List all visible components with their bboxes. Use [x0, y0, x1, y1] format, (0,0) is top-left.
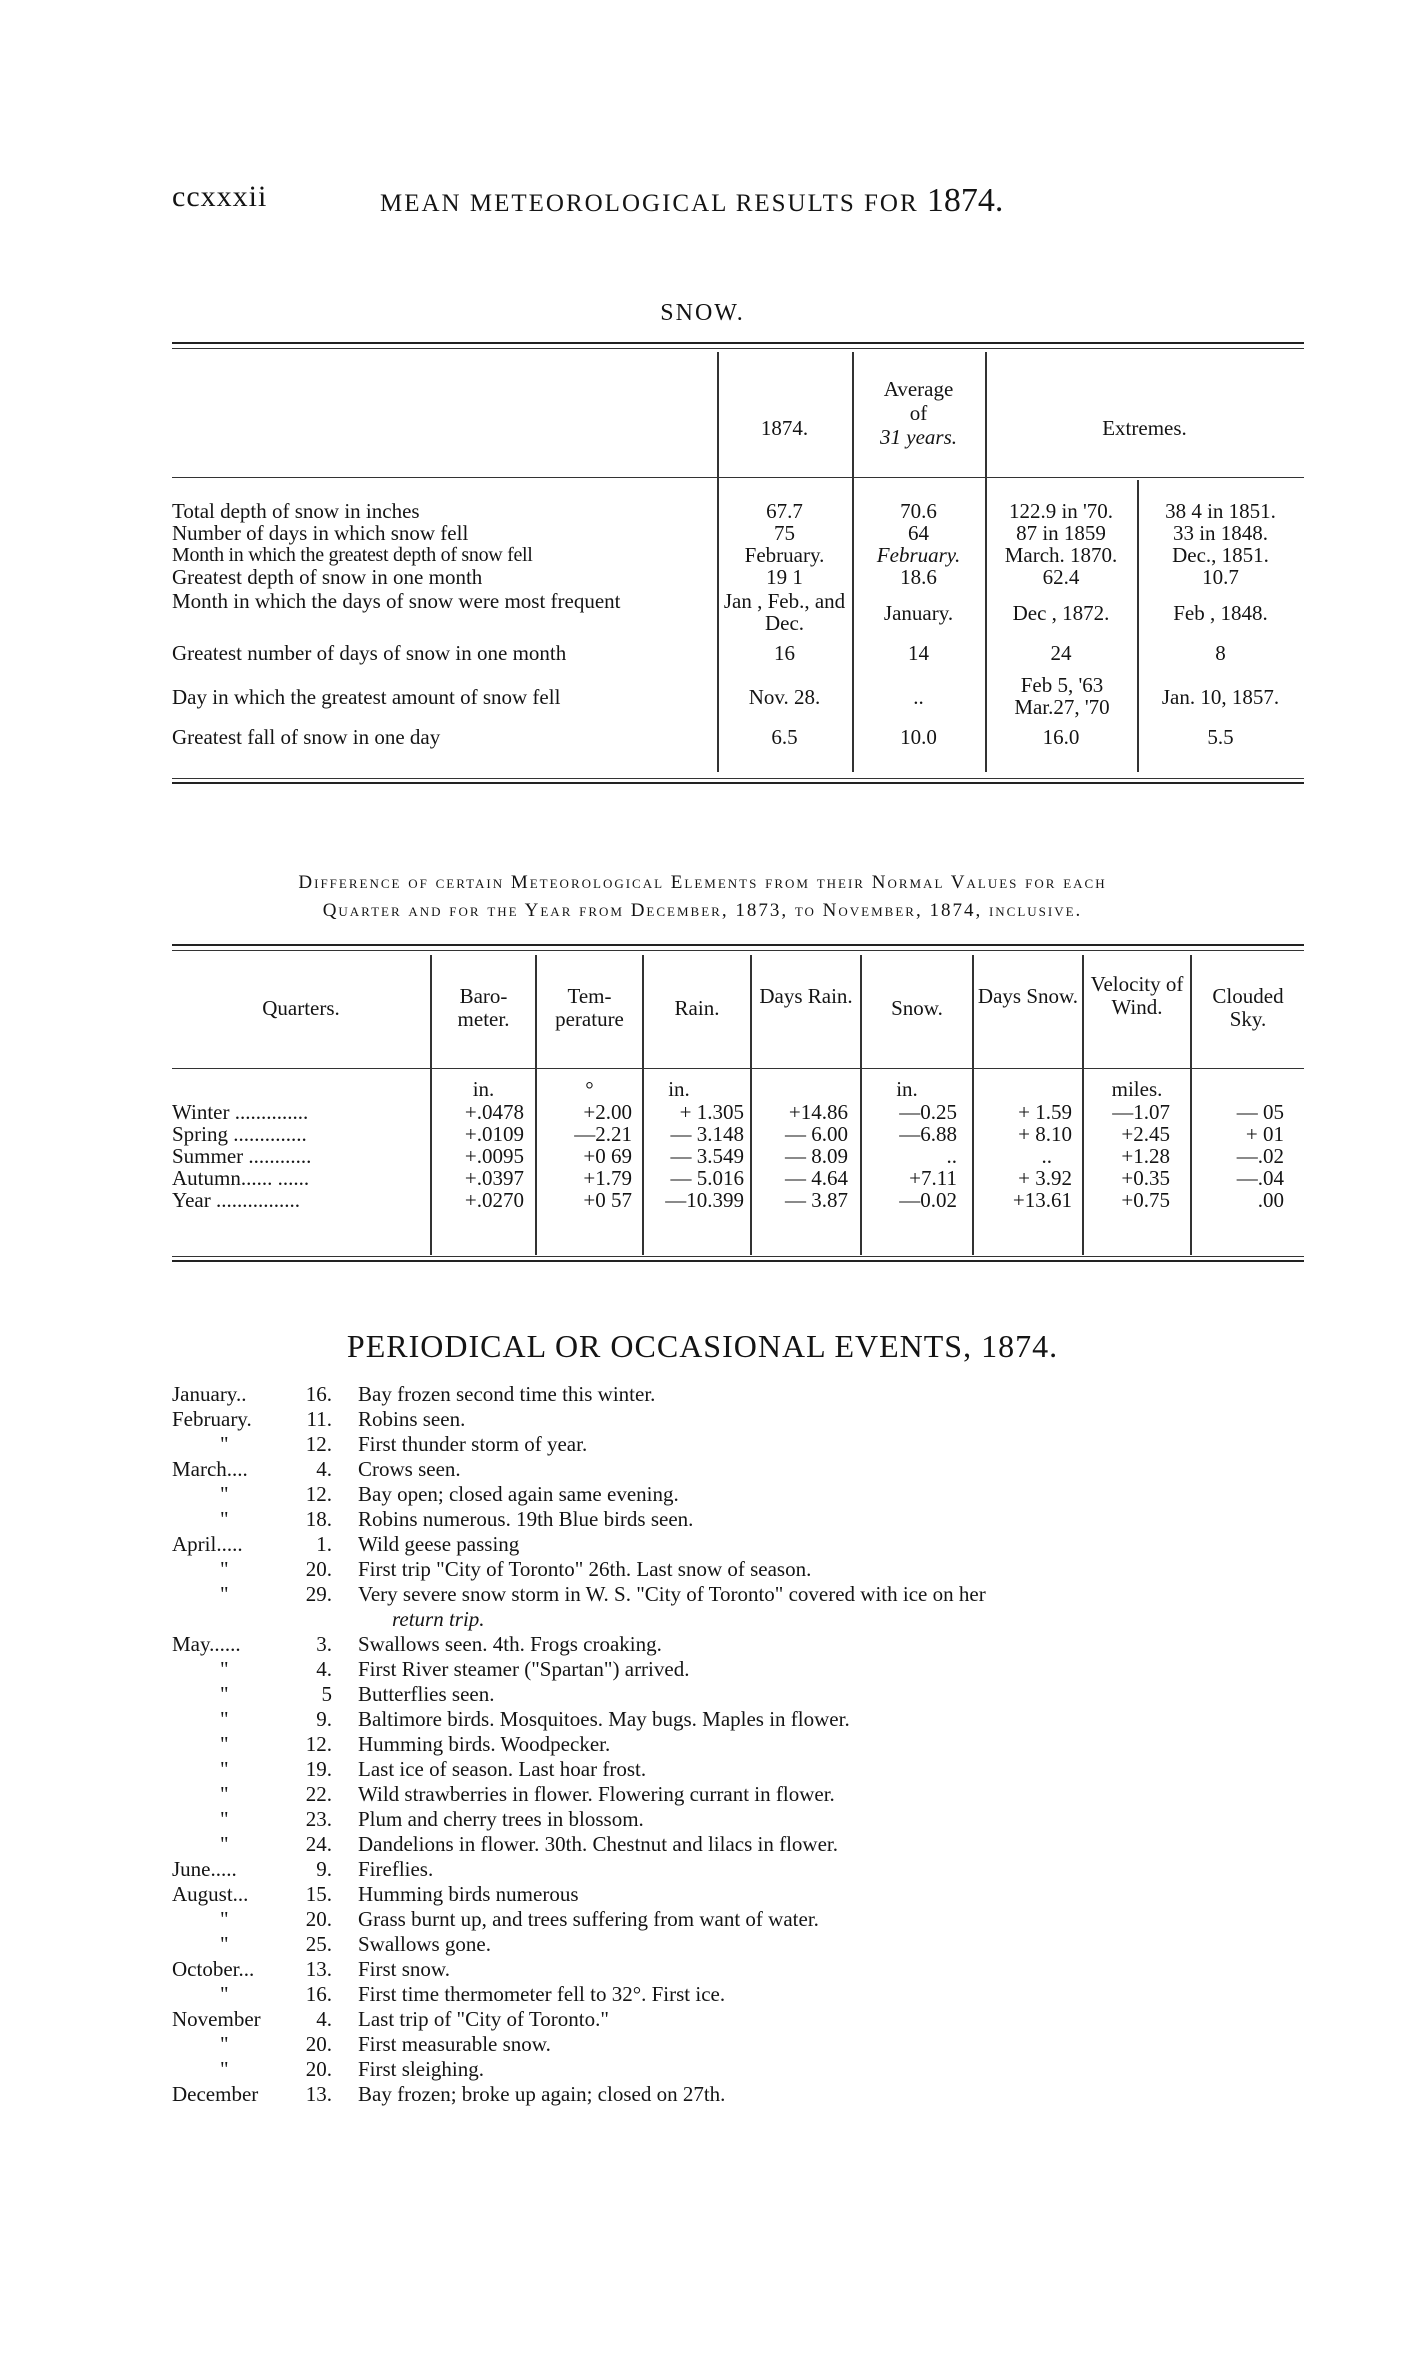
diff-header-rain: Rain.	[674, 996, 720, 1020]
diff-sky: —.04	[1236, 1166, 1284, 1190]
diff-header-clouded: Clouded Sky.	[1212, 984, 1284, 1031]
event-day: 12.	[305, 1432, 332, 1456]
event-day: 16.	[305, 1382, 332, 1406]
event-month: November	[172, 2007, 261, 2031]
diff-unit-snow: in.	[896, 1077, 918, 1101]
page-title-text: MEAN METEOROLOGICAL RESULTS FOR	[380, 190, 919, 217]
diff-unit-barometer: in.	[472, 1077, 495, 1101]
snow-col-average-3: 31 years.	[880, 425, 957, 449]
diff-days-snow: +13.61	[1012, 1188, 1072, 1212]
diff-header-snow: Snow.	[891, 996, 943, 1020]
quarter-name: Summer	[172, 1144, 244, 1168]
event-description: First trip "City of Toronto" 26th. Last snow of season.	[358, 1557, 812, 1581]
event-month: February.	[172, 1407, 252, 1431]
snow-row-label: Total depth of snow in inches	[172, 499, 420, 523]
event-ditto-mark: "	[220, 1707, 229, 1731]
event-description: Very severe snow storm in W. S. "City of Toronto" covered with ice on her	[358, 1582, 986, 1606]
event-description: Swallows seen. 4th. Frogs croaking.	[358, 1632, 662, 1656]
diff-wind: —1.07	[1112, 1100, 1170, 1124]
snow-top-rule	[172, 342, 1304, 344]
event-month: April.....	[172, 1532, 243, 1556]
snow-extreme-low: Dec., 1851.	[1172, 543, 1269, 567]
event-day: 16.	[305, 1982, 332, 2006]
snow-row-label: Number of days in which snow fell	[172, 521, 469, 545]
diff-baro: +.0095	[464, 1144, 524, 1168]
snow-section-title: SNOW.	[660, 300, 745, 326]
diff-rain: + 1.305	[679, 1100, 744, 1124]
event-day: 24.	[305, 1832, 332, 1856]
diff-snow: —0.02	[899, 1188, 957, 1212]
diff-wind: +1.28	[1121, 1144, 1170, 1168]
event-ditto-mark: "	[220, 1932, 229, 1956]
snow-col-average	[852, 377, 985, 449]
event-description: Baltimore birds. Mosquitoes. May bugs. Maples in flower.	[358, 1707, 850, 1731]
snow-bottom-rule	[172, 782, 1304, 784]
diff-baro: +.0109	[464, 1122, 524, 1146]
snow-average-value: 10.0	[900, 725, 937, 749]
snow-extreme-low: Jan. 10, 1857.	[1161, 685, 1280, 709]
event-description: Last ice of season. Last hoar frost.	[358, 1757, 647, 1781]
event-description: Butterflies seen.	[358, 1682, 495, 1706]
snow-1874-value: Jan , Feb., and Dec.	[723, 589, 846, 635]
quarter-name: Spring	[172, 1122, 229, 1146]
snow-row-label: Greatest number of days of snow in one month	[172, 641, 567, 665]
event-day: 12.	[305, 1482, 332, 1506]
snow-extreme-high: 62.4	[1042, 565, 1080, 589]
diff-temp: +1.79	[583, 1166, 632, 1190]
snow-average-value: 14	[908, 641, 929, 665]
event-description: Plum and cherry trees in blossom.	[358, 1807, 644, 1831]
event-day: 13.	[305, 2082, 332, 2106]
diff-baro: +.0478	[464, 1100, 524, 1124]
event-description: Crows seen.	[358, 1457, 461, 1481]
diff-header-temperature: Tem- perature	[555, 984, 624, 1031]
event-description: First River steamer ("Spartan") arrived.	[358, 1657, 690, 1681]
snow-extreme-high: 16.0	[1042, 725, 1080, 749]
diff-days-rain: — 8.09	[785, 1144, 848, 1168]
event-day: 12.	[305, 1732, 332, 1756]
event-ditto-mark: "	[220, 1582, 229, 1606]
snow-col-average-1: Average	[883, 377, 954, 401]
snow-average-value: 64	[908, 521, 929, 545]
snow-average-value: February.	[876, 543, 961, 567]
event-month: August...	[172, 1882, 249, 1906]
event-ditto-mark: "	[220, 1682, 229, 1706]
event-ditto-mark: "	[220, 1807, 229, 1831]
event-day: 1.	[316, 1532, 332, 1556]
snow-extreme-low: 8	[1215, 641, 1226, 665]
event-description: Fireflies.	[358, 1857, 434, 1881]
diff-header-days-snow: Days Snow.	[977, 984, 1079, 1008]
event-description: Humming birds numerous	[358, 1882, 579, 1906]
snow-average-value: January.	[883, 601, 954, 625]
diff-days-snow: ..	[1041, 1144, 1052, 1168]
event-month: March....	[172, 1457, 248, 1481]
snow-extreme-low: 38 4 in 1851.	[1165, 499, 1276, 523]
diff-unit-velocity: miles.	[1111, 1077, 1163, 1101]
event-description: Bay frozen second time this winter.	[358, 1382, 656, 1406]
diff-sky: —.02	[1236, 1144, 1284, 1168]
event-ditto-mark: "	[220, 1982, 229, 2006]
diff-days-snow: + 8.10	[1018, 1122, 1072, 1146]
snow-col-extremes: Extremes.	[1102, 416, 1187, 440]
snow-bottom-rule-thin	[172, 778, 1304, 779]
diff-days-snow: + 1.59	[1018, 1100, 1072, 1124]
event-day: 20.	[305, 2057, 332, 2081]
diff-quarter-label: Autumn...... ......	[172, 1166, 310, 1190]
page-number: ccxxxii	[172, 180, 268, 213]
snow-1874-value: 67.7	[766, 499, 803, 523]
event-day: 23.	[305, 1807, 332, 1831]
event-description: Humming birds. Woodpecker.	[358, 1732, 611, 1756]
event-day: 19.	[305, 1757, 332, 1781]
event-description: Last trip of "City of Toronto."	[358, 2007, 609, 2031]
difference-title-2: Quarter and for the Year from December, 1873, to November, 1874, inclusive.	[322, 900, 1083, 921]
event-month: June.....	[172, 1857, 237, 1881]
event-ditto-mark: "	[220, 1507, 229, 1531]
event-description: return trip.	[392, 1607, 485, 1631]
event-description: Dandelions in flower. 30th. Chestnut and lilacs in flower.	[358, 1832, 839, 1856]
event-day: 5	[321, 1682, 332, 1706]
event-ditto-mark: "	[220, 2032, 229, 2056]
diff-rain: — 3.549	[670, 1144, 744, 1168]
diff-quarter-label: Summer ............	[172, 1144, 312, 1168]
snow-extreme-low: 10.7	[1202, 565, 1239, 589]
event-day: 20.	[305, 2032, 332, 2056]
event-description: First time thermometer fell to 32°. First ice.	[358, 1982, 726, 2006]
event-description: Swallows gone.	[358, 1932, 491, 1956]
snow-extreme-low: 33 in 1848.	[1172, 521, 1269, 545]
snow-extreme-high: 87 in 1859	[1016, 521, 1106, 545]
snow-1874-value: Nov. 28.	[748, 685, 821, 709]
event-month: December	[172, 2082, 259, 2106]
diff-days-rain: — 4.64	[785, 1166, 848, 1190]
snow-row-label: Day in which the greatest amount of snow fell	[172, 685, 561, 709]
event-description: Bay open; closed again same evening.	[358, 1482, 679, 1506]
event-description: First thunder storm of year.	[358, 1432, 588, 1456]
event-day: 22.	[305, 1782, 332, 1806]
diff-quarter-label: Year ................	[172, 1188, 300, 1212]
snow-average-value: 70.6	[900, 499, 937, 523]
difference-title-1: Difference of certain Meteorological Elements from their Normal Values for each	[298, 872, 1107, 893]
diff-baro: +.0270	[464, 1188, 524, 1212]
diff-wind: +0.35	[1121, 1166, 1170, 1190]
event-day: 25.	[305, 1932, 332, 1956]
diff-bottom-rule	[172, 1260, 1304, 1262]
event-description: First measurable snow.	[358, 2032, 551, 2056]
event-ditto-mark: "	[220, 1657, 229, 1681]
diff-rain: —10.399	[665, 1188, 744, 1212]
event-description: Bay frozen; broke up again; closed on 27th.	[358, 2082, 726, 2106]
diff-days-rain: +14.86	[788, 1100, 848, 1124]
diff-sky: — 05	[1236, 1100, 1284, 1124]
diff-unit-rain: in.	[668, 1077, 690, 1101]
event-day: 9.	[316, 1857, 332, 1881]
quarter-name: Year	[172, 1188, 211, 1212]
event-description: Robins seen.	[358, 1407, 466, 1431]
diff-baro: +.0397	[464, 1166, 524, 1190]
event-day: 4.	[316, 1457, 332, 1481]
diff-unit-temperature: °	[585, 1077, 594, 1101]
snow-1874-value: 6.5	[771, 725, 798, 749]
diff-temp: +2.00	[583, 1100, 632, 1124]
event-description: Wild strawberries in flower. Flowering currant in flower.	[358, 1782, 835, 1806]
diff-header-velocity: Velocity of Wind.	[1090, 972, 1184, 1019]
diff-wind: +0.75	[1121, 1188, 1170, 1212]
event-month: October...	[172, 1957, 255, 1981]
diff-sky: + 01	[1245, 1122, 1284, 1146]
events-title: PERIODICAL OR OCCASIONAL EVENTS, 1874.	[346, 1328, 1059, 1364]
diff-header-days-rain: Days Rain.	[759, 984, 853, 1008]
page-title-year: 1874.	[926, 182, 1004, 219]
diff-temp: +0 57	[583, 1188, 632, 1212]
diff-temp: —2.21	[574, 1122, 632, 1146]
diff-header-rule	[172, 1068, 1304, 1069]
snow-top-rule-thin	[172, 348, 1304, 349]
event-ditto-mark: "	[220, 1832, 229, 1856]
page-title	[380, 182, 1003, 220]
event-day: 15.	[305, 1882, 332, 1906]
snow-1874-value: February.	[744, 543, 825, 567]
event-day: 13.	[305, 1957, 332, 1981]
snow-extreme-low: Feb , 1848.	[1173, 601, 1268, 625]
snow-average-value: 18.6	[900, 565, 937, 589]
diff-top-rule	[172, 944, 1304, 946]
diff-bottom-rule-thin	[172, 1256, 1304, 1257]
snow-1874-value: 75	[774, 521, 795, 545]
snow-col-average-2: of	[909, 401, 928, 425]
snow-extreme-high: Dec , 1872.	[1012, 601, 1110, 625]
diff-quarter-label: Spring ..............	[172, 1122, 307, 1146]
event-day: 20.	[305, 1907, 332, 1931]
event-ditto-mark: "	[220, 1907, 229, 1931]
event-day: 4.	[316, 1657, 332, 1681]
diff-quarter-label: Winter ..............	[172, 1100, 309, 1124]
snow-row-label: Greatest depth of snow in one month	[172, 565, 483, 589]
diff-snow: —0.25	[899, 1100, 957, 1124]
event-ditto-mark: "	[220, 1732, 229, 1756]
snow-1874-value: 16	[774, 641, 795, 665]
event-description: Wild geese passing	[358, 1532, 520, 1556]
event-month: January..	[172, 1382, 247, 1406]
event-day: 3.	[316, 1632, 332, 1656]
event-description: Robins numerous. 19th Blue birds seen.	[358, 1507, 694, 1531]
diff-snow: +7.11	[909, 1166, 957, 1190]
diff-days-rain: — 3.87	[785, 1188, 848, 1212]
snow-row-label: Month in which the days of snow were most frequent	[172, 589, 621, 613]
event-ditto-mark: "	[220, 1482, 229, 1506]
event-ditto-mark: "	[220, 1757, 229, 1781]
event-day: 11.	[306, 1407, 332, 1431]
quarter-name: Winter	[172, 1100, 230, 1124]
diff-sky: .00	[1257, 1188, 1284, 1212]
snow-extreme-high: Feb 5, '63 Mar.27, '70	[1014, 673, 1110, 719]
snow-row-label: Month in which the greatest depth of snow fell	[172, 544, 533, 566]
diff-top-rule-thin	[172, 950, 1304, 951]
event-day: 20.	[305, 1557, 332, 1581]
event-day: 29.	[305, 1582, 332, 1606]
diff-rain: — 3.148	[670, 1122, 744, 1146]
snow-1874-value: 19 1	[766, 565, 803, 589]
diff-temp: +0 69	[583, 1144, 632, 1168]
diff-days-rain: — 6.00	[785, 1122, 848, 1146]
event-description: First sleighing.	[358, 2057, 485, 2081]
snow-extreme-high: 24	[1050, 641, 1072, 665]
diff-snow: ..	[946, 1144, 957, 1168]
event-description: First snow.	[358, 1957, 450, 1981]
diff-header-quarters: Quarters.	[262, 996, 340, 1020]
event-ditto-mark: "	[220, 1432, 229, 1456]
diff-wind: +2.45	[1121, 1122, 1170, 1146]
diff-header-barometer: Baro- meter.	[457, 984, 510, 1031]
snow-col-1874: 1874.	[760, 416, 809, 440]
diff-days-snow: + 3.92	[1018, 1166, 1072, 1190]
diff-snow: —6.88	[899, 1122, 957, 1146]
diff-rain: — 5.016	[670, 1166, 744, 1190]
event-ditto-mark: "	[220, 2057, 229, 2081]
event-ditto-mark: "	[220, 1557, 229, 1581]
quarter-name: Autumn	[172, 1166, 241, 1190]
snow-extreme-low: 5.5	[1207, 725, 1234, 749]
snow-extreme-high: 122.9 in '70.	[1008, 499, 1114, 523]
snow-average-value: ..	[913, 685, 924, 709]
event-day: 4.	[316, 2007, 332, 2031]
event-day: 18.	[305, 1507, 332, 1531]
snow-extreme-high: March. 1870.	[1004, 543, 1118, 567]
snow-header-rule	[172, 477, 1304, 478]
event-description: Grass burnt up, and trees suffering from want of water.	[358, 1907, 819, 1931]
snow-row-label: Greatest fall of snow in one day	[172, 725, 441, 749]
event-day: 9.	[316, 1707, 332, 1731]
event-month: May......	[172, 1632, 241, 1656]
event-ditto-mark: "	[220, 1782, 229, 1806]
